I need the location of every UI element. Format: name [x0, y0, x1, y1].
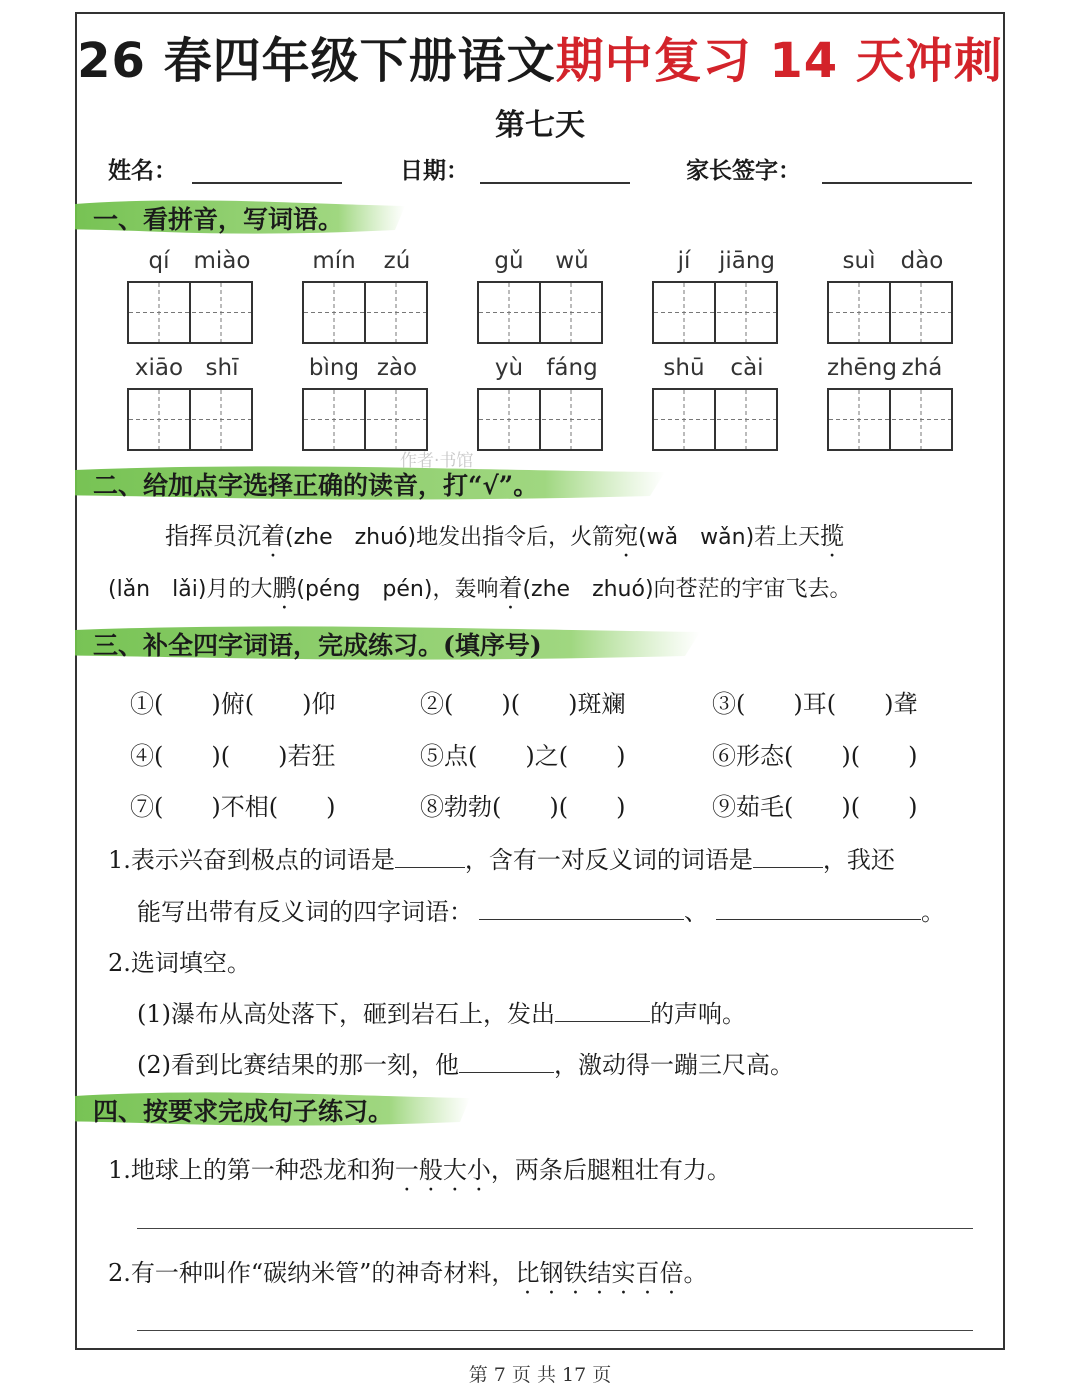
idiom-6[interactable]: ⑥形态( )( ) — [712, 742, 918, 770]
pinyin-syllable: miào — [193, 248, 251, 274]
dotted-char: 小 — [466, 1156, 491, 1184]
dotted-char: 大 — [442, 1156, 467, 1184]
answer-blank[interactable] — [395, 847, 465, 868]
date-field[interactable] — [480, 182, 630, 184]
dotted-char: 铁 — [563, 1259, 588, 1287]
pinyin-syllable: gǔ — [494, 248, 524, 274]
pinyin-syllable: zhēng — [827, 355, 897, 381]
writing-grid[interactable] — [302, 281, 428, 344]
idiom-8[interactable]: ⑧勃勃( )( ) — [420, 793, 626, 821]
dotted-char: 比 — [515, 1259, 540, 1287]
pinyin-syllable: zào — [376, 355, 418, 381]
dotted-char: 揽 — [820, 522, 845, 550]
dotted-char: 钢 — [539, 1259, 564, 1287]
pinyin-syllable: jí — [677, 248, 691, 274]
idiom-2[interactable]: ②( )( )斑斓 — [420, 690, 626, 718]
section-4-heading: 四、按要求完成句子练习。 — [75, 1088, 470, 1130]
writing-grid[interactable] — [652, 281, 778, 344]
dotted-char: 结 — [587, 1259, 612, 1287]
sentence-2: 2.有一种叫作“碳纳米管”的神奇材料，比钢铁结实百倍。 — [108, 1259, 708, 1287]
section-2-line-2: (lǎn lǎi)月的大鹏(péng pén)，轰响着(zhe zhuó)向苍茫的宇宙飞去。 — [108, 574, 852, 602]
answer-blank[interactable] — [753, 847, 823, 868]
pinyin-syllable: qí — [148, 248, 170, 274]
date-label: 日期： — [400, 157, 469, 184]
writing-grid[interactable] — [127, 388, 253, 451]
pinyin-syllable: jiāng — [718, 248, 776, 274]
writing-grid[interactable] — [302, 388, 428, 451]
pinyin-syllable: cài — [730, 355, 764, 381]
writing-grid[interactable] — [477, 388, 603, 451]
sentence-1: 1.地球上的第一种恐龙和狗一般大小，两条后腿粗壮有力。 — [108, 1156, 731, 1184]
question-1-line-1: 1.表示兴奋到极点的词语是 ，含有一对反义词的词语是 ，我还 — [108, 846, 895, 874]
question-2-part-2: (2)看到比赛结果的那一刻，他 ，激动得一蹦三尺高。 — [137, 1051, 794, 1079]
answer-blank[interactable] — [459, 1052, 554, 1073]
question-1-line-2: 能写出带有反义词的四字词语： 、 。 — [137, 898, 945, 926]
writing-grid[interactable] — [827, 388, 953, 451]
dotted-char: 百 — [635, 1259, 660, 1287]
name-label: 姓名： — [108, 157, 177, 184]
idiom-3[interactable]: ③( )耳( )聋 — [712, 690, 918, 718]
pinyin-syllable: dào — [900, 248, 944, 274]
writing-grid[interactable] — [652, 388, 778, 451]
answer-line-2[interactable] — [137, 1330, 973, 1331]
section-2-line-1: 指挥员沉着(zhe zhuó)地发出指令后，火箭宛(wǎ wǎn)若上天揽 — [165, 522, 845, 550]
parent-signature-field[interactable] — [822, 182, 972, 184]
title-highlight: 期中复习 14 天冲刺 — [555, 33, 1003, 89]
answer-blank[interactable] — [716, 899, 921, 920]
title-main: 26 春四年级下册语文 — [77, 33, 556, 89]
writing-grid[interactable] — [127, 281, 253, 344]
answer-blank[interactable] — [479, 899, 684, 920]
question-2-part-1: (1)瀑布从高处落下，砸到岩石上，发出 的声响。 — [137, 1000, 746, 1028]
dotted-char: 宛 — [614, 522, 639, 550]
pinyin-syllable: zhá — [901, 355, 943, 381]
dotted-char: 着 — [498, 574, 523, 602]
pinyin-syllable: bìng — [308, 355, 360, 381]
pinyin-syllable: mín — [312, 248, 356, 274]
section-1-heading: 一、看拼音，写词语。 — [75, 196, 405, 238]
idiom-5[interactable]: ⑤点( )之( ) — [420, 742, 626, 770]
dotted-char: 鹏 — [272, 574, 297, 602]
parent-signature-label: 家长签字： — [686, 157, 801, 184]
idiom-9[interactable]: ⑨茹毛( )( ) — [712, 793, 918, 821]
watermark: 作者·书馆 — [400, 451, 474, 471]
pinyin-syllable: shī — [205, 355, 239, 381]
idiom-4[interactable]: ④( )( )若狂 — [130, 742, 336, 770]
idiom-1[interactable]: ①( )俯( )仰 — [130, 690, 336, 718]
pinyin-syllable: shū — [663, 355, 705, 381]
question-2: 2.选词填空。 — [108, 949, 251, 977]
dotted-char: 般 — [418, 1156, 443, 1184]
answer-line-1[interactable] — [137, 1228, 973, 1229]
section-3-heading: 三、补全四字词语，完成练习。(填序号) — [75, 622, 700, 664]
pinyin-syllable: fáng — [546, 355, 598, 381]
writing-grid[interactable] — [827, 281, 953, 344]
pinyin-syllable: yù — [494, 355, 524, 381]
dotted-char: 实 — [611, 1259, 636, 1287]
pinyin-syllable: suì — [842, 248, 876, 274]
writing-grid[interactable] — [477, 281, 603, 344]
answer-blank[interactable] — [555, 1001, 650, 1022]
pinyin-syllable: zú — [383, 248, 411, 274]
idiom-7[interactable]: ⑦( )不相( ) — [130, 793, 336, 821]
dotted-char: 着 — [261, 522, 285, 550]
pinyin-syllable: wǔ — [555, 248, 589, 274]
day-subtitle: 第七天 — [495, 108, 585, 143]
dotted-char: 倍 — [659, 1259, 684, 1287]
page-title — [0, 22, 1080, 91]
section-2-heading: 二、给加点字选择正确的读音，打“√”。 — [75, 462, 665, 504]
pinyin-syllable: xiāo — [134, 355, 184, 381]
dotted-char: 一 — [394, 1156, 419, 1184]
page-footer: 第 7 页 共 17 页 — [468, 1364, 612, 1386]
name-field[interactable] — [192, 182, 342, 184]
